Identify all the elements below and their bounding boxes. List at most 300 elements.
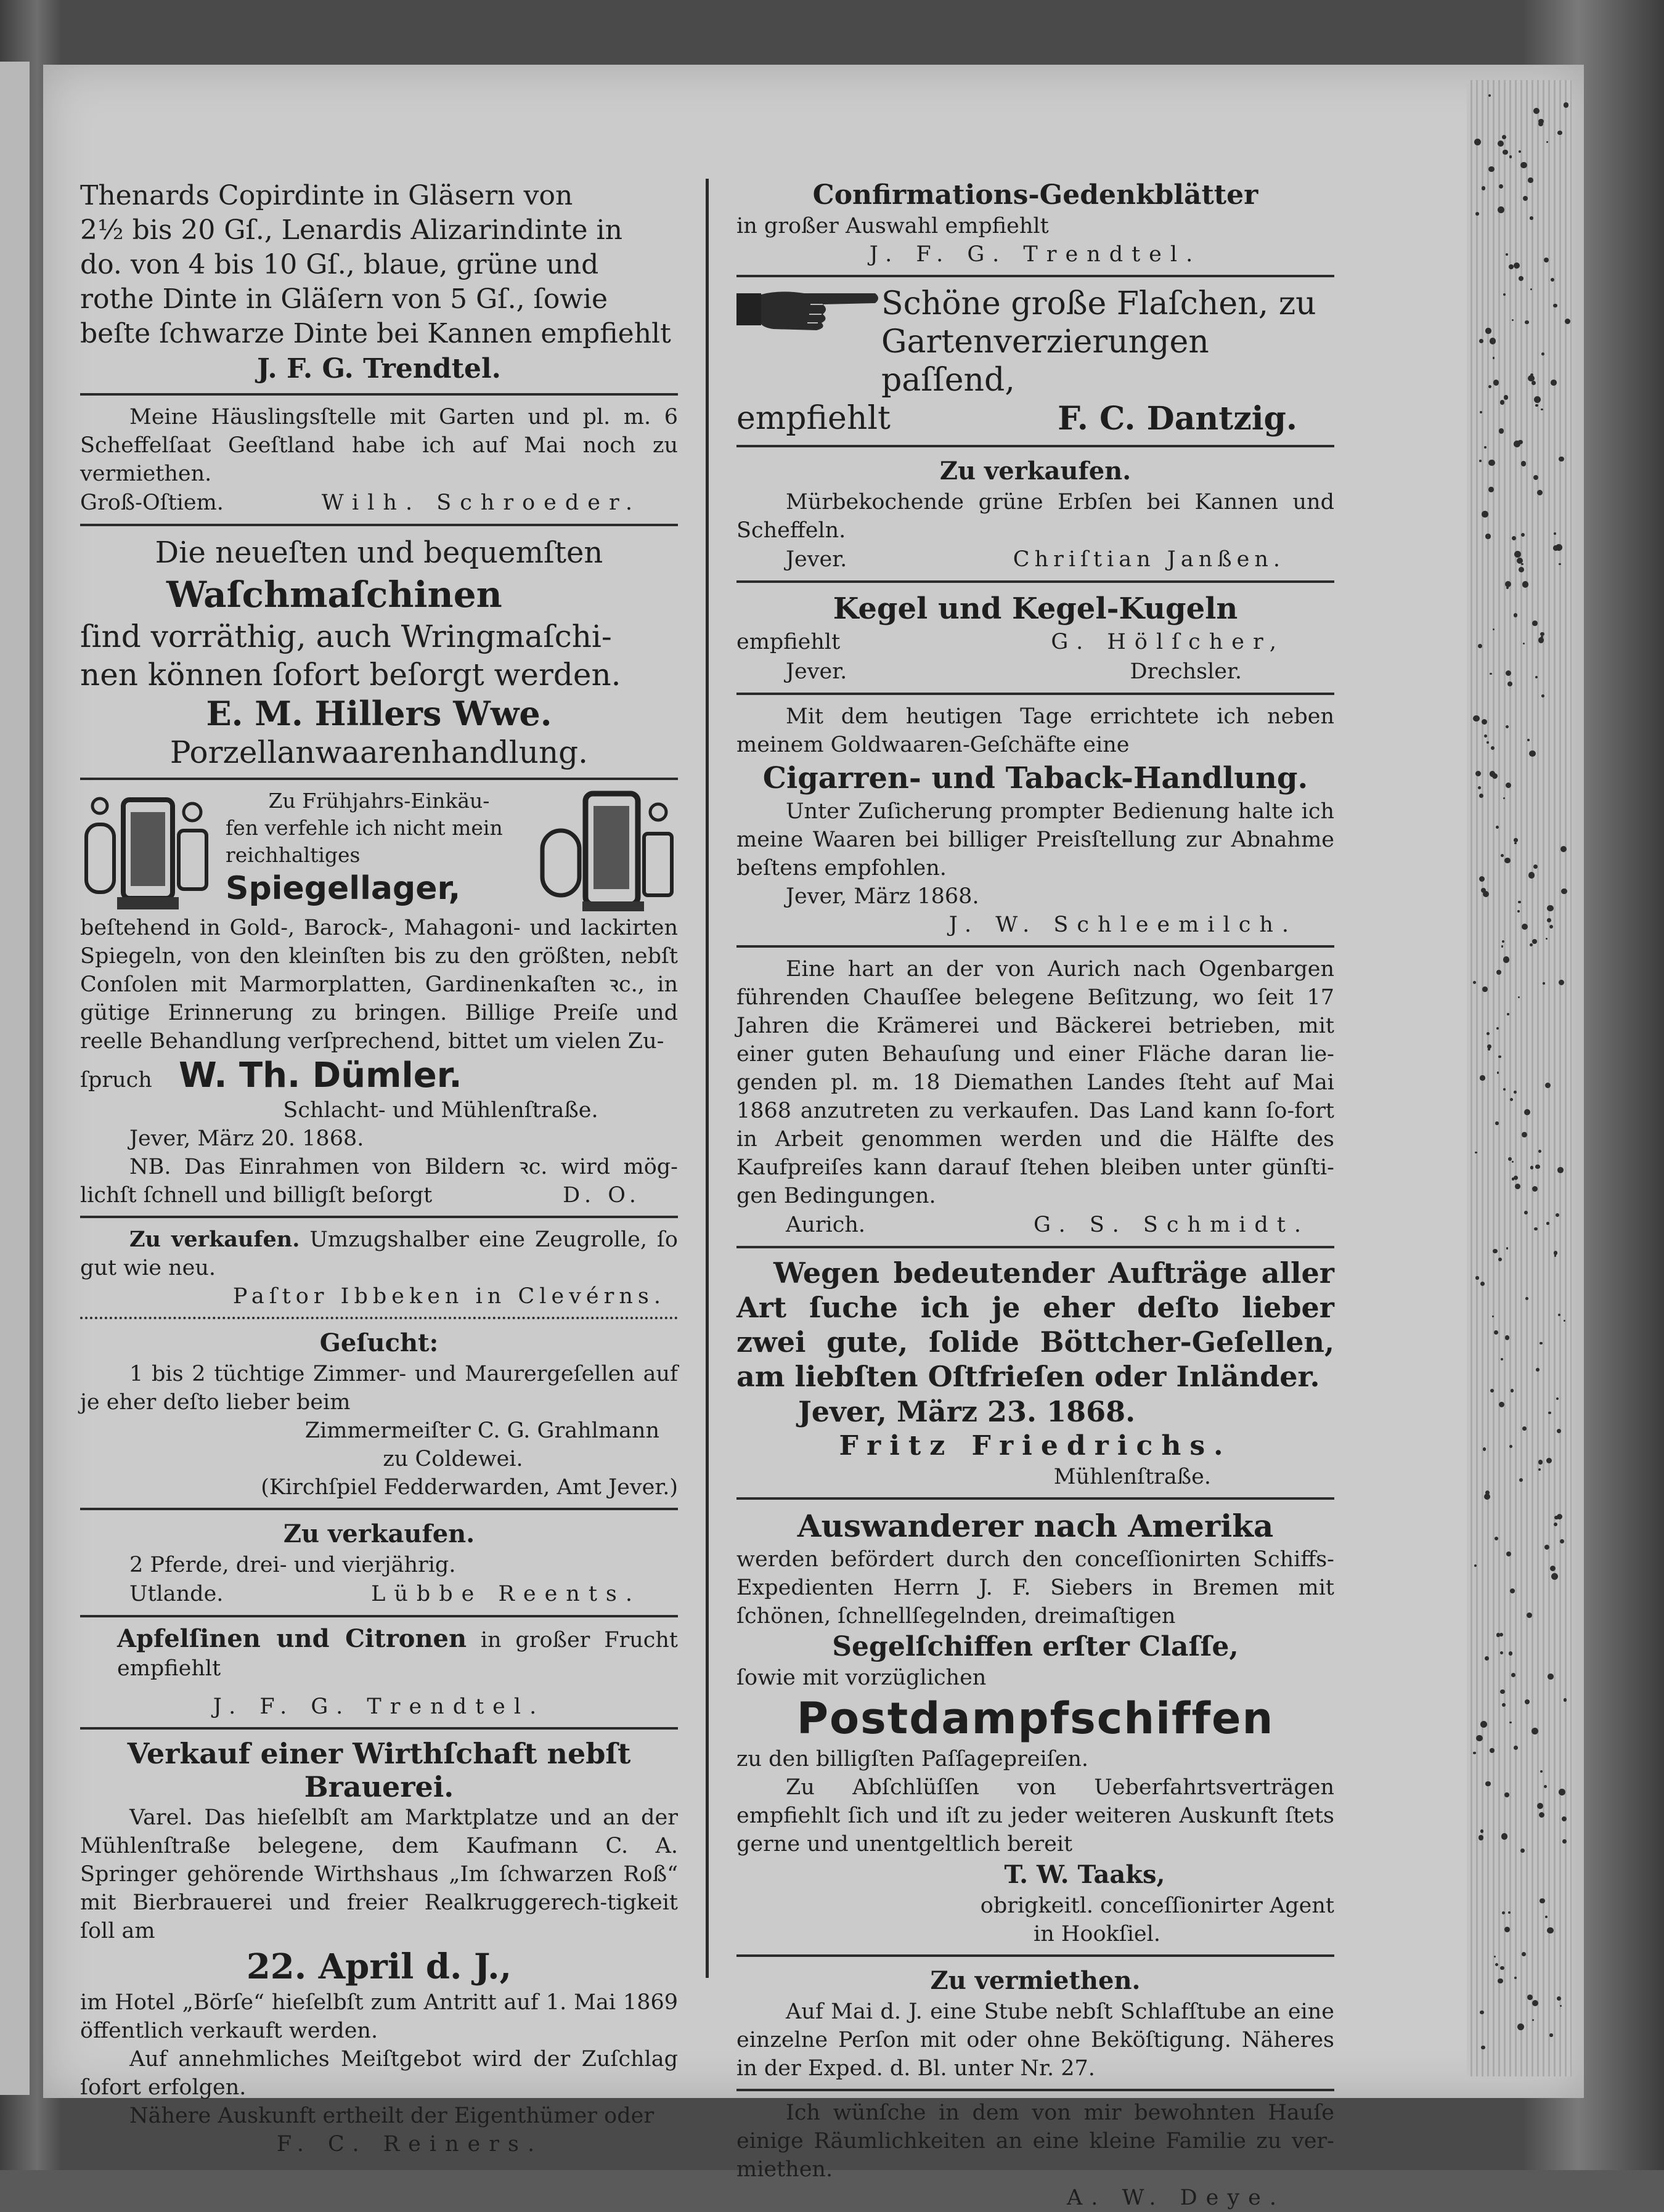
edge-speck	[1547, 918, 1551, 922]
edge-speck	[1557, 1167, 1563, 1173]
ad-wirthschaft-body4: Nähere Auskunft ertheilt der Eigenthümer oder	[129, 2104, 655, 2128]
edge-speck	[1534, 1227, 1538, 1231]
left-column	[80, 179, 678, 2158]
ad-zeugrolle-body: Umzugshalber eine Zeugrolle, ſo gut wie neu.	[80, 1227, 678, 1280]
edge-speck	[1478, 786, 1481, 789]
edge-speck	[1549, 925, 1553, 929]
edge-speck	[1488, 166, 1495, 173]
edge-speck	[1521, 461, 1526, 466]
ad-wasch-sub: Porzellanwaarenhandlung.	[169, 734, 589, 770]
edge-speck	[1509, 155, 1512, 158]
ad-wasch-title: Waſchmaſchinen	[166, 574, 502, 616]
edge-speck	[1541, 636, 1543, 638]
edge-speck	[1557, 1996, 1561, 2001]
ad-spiegel-nb	[80, 1153, 678, 1210]
edge-speck	[1548, 1673, 1554, 1680]
ad-flaschen-signature: F. C. Dantzig.	[1058, 400, 1297, 437]
edge-speck	[1541, 409, 1543, 411]
ad-flaschen-lines	[881, 285, 1334, 399]
ad-flaschen-line2: Gartenverzierungen paſſend,	[881, 323, 1209, 399]
edge-speck	[1518, 901, 1520, 903]
edge-speck	[1497, 1071, 1499, 1073]
ad-confirm-body: in großer Auswahl empfiehlt	[736, 214, 1049, 238]
edge-speck	[1493, 1249, 1498, 1254]
edge-speck	[1479, 460, 1482, 462]
edge-speck	[1521, 533, 1525, 537]
edge-speck	[1543, 982, 1544, 984]
ad-ink-line: Thenards Copirdinte in Gläsern von	[80, 180, 573, 211]
ad-erbsen	[736, 455, 1334, 574]
ad-besitzung	[736, 955, 1334, 1240]
edge-speck	[1554, 1251, 1558, 1255]
edge-speck	[1514, 838, 1518, 842]
ad-pferde-signature	[80, 1579, 678, 1609]
separator-rule	[736, 2089, 1334, 2091]
edge-speck	[1482, 511, 1488, 517]
edge-speck	[1498, 1055, 1501, 1058]
edge-speck	[1500, 400, 1505, 405]
edge-speck	[1480, 411, 1482, 413]
edge-speck	[1479, 339, 1483, 343]
ad-haeusling-place: Groß-Oſtiem.	[80, 490, 224, 515]
ad-spiegel-intro-line: fen verfehle ich nicht mein	[226, 816, 503, 840]
ad-flaschen	[736, 285, 1334, 439]
separator-rule	[80, 1615, 678, 1617]
edge-speck	[1500, 1651, 1503, 1654]
edge-speck	[1485, 1656, 1489, 1661]
ad-haeusling-text: Meine Häuslingsſtelle mit Garten und pl. m. 6 Scheffelſaat Geeſtland habe ich auf Mai noch zu vermiethen.	[80, 405, 678, 486]
ad-pferde-name: Lübbe Reents.	[371, 1582, 641, 1606]
ad-cigarren-body: Unter Zuſicherung prompter Bedienung halte ich meine Waaren bei billiger Preisſtellung zur Abnahme beſtens empfohlen.	[736, 799, 1334, 880]
ad-besitzung-name: G. S. Schmidt.	[1033, 1213, 1310, 1237]
ad-wasch-firm: E. M. Hillers Wwe.	[206, 694, 552, 733]
ad-wirthschaft-body: Varel. Das hieſelbſt am Marktplatze und an der Mühlenſtraße belegene, dem Kaufmann C. A. Springer gehörende Wirthshaus „Im ſchwarzen Roß“ mit Bierbrauerei und freier Realkruggerech-tigkeit ſoll am	[80, 1805, 678, 1943]
edge-speck	[1478, 644, 1482, 648]
edge-speck	[1538, 121, 1543, 126]
edge-speck	[1474, 1564, 1477, 1567]
edge-speck	[1480, 1282, 1485, 1286]
edge-speck	[1485, 328, 1491, 333]
edge-speck	[1509, 264, 1514, 269]
separator-rule	[736, 1497, 1334, 1500]
edge-speck	[1538, 1460, 1543, 1465]
separator-rule	[80, 524, 678, 526]
ad-flaschen-signature-row	[736, 399, 1334, 439]
edge-speck	[1537, 1803, 1543, 1809]
ad-amerika-body3: zu den billigſten Paſſagepreiſen.	[736, 1747, 1088, 1771]
ad-pferde	[80, 1518, 678, 1609]
ad-flaschen-top	[736, 285, 1334, 399]
ad-boettcher-date: Jever, März 23. 1868.	[798, 1395, 1136, 1428]
edge-speck	[1474, 139, 1481, 145]
edge-speck	[1507, 681, 1512, 686]
edge-speck	[1520, 162, 1527, 169]
edge-speck	[1508, 1911, 1511, 1914]
separator-rule	[80, 1727, 678, 1730]
edge-speck	[1506, 253, 1508, 256]
edge-speck	[1475, 212, 1479, 216]
edge-speck	[1504, 1927, 1510, 1932]
ad-kegel-lead: empfiehlt	[736, 630, 841, 654]
separator-rule	[736, 1246, 1334, 1248]
edge-speck	[1494, 1956, 1496, 1958]
ad-erbsen-body: Mürbekochende grüne Erbſen bei Kannen und Scheffeln.	[736, 490, 1334, 543]
edge-speck	[1522, 581, 1528, 587]
ad-apfelsinen	[80, 1625, 678, 1721]
separator-rule	[80, 778, 678, 780]
ad-haeusling-signature	[80, 488, 678, 518]
edge-speck	[1485, 534, 1490, 539]
edge-speck	[1501, 1833, 1508, 1840]
edge-speck	[1485, 1781, 1491, 1787]
edge-speck	[1509, 1722, 1512, 1724]
edge-speck	[1476, 1735, 1482, 1741]
separator-rule	[736, 275, 1334, 277]
ad-besitzung-place: Aurich.	[786, 1213, 866, 1237]
ad-kegel-row1	[736, 627, 1334, 657]
edge-speck	[1473, 715, 1480, 722]
edge-speck	[1557, 131, 1562, 136]
edge-speck	[1532, 939, 1537, 944]
separator-rule	[736, 945, 1334, 948]
edge-speck	[1535, 404, 1538, 407]
edge-speck	[1495, 1121, 1498, 1124]
edge-speck	[1547, 1927, 1554, 1934]
edge-speck	[1514, 1746, 1518, 1750]
edge-speck	[1559, 563, 1561, 566]
ad-amerika-signature: T. W. Taaks,	[1004, 1860, 1165, 1889]
ad-wasch-line1: Die neueſten und bequemſten	[155, 535, 603, 570]
ad-wirthschaft-body3: Auf annehmliches Meiſtgebot wird der Zuſchlag ſofort erfolgen.	[80, 2047, 678, 2100]
ad-confirmation	[736, 179, 1334, 269]
edge-speck	[1556, 544, 1562, 551]
ad-cigarren-intro: Mit dem heutigen Tage errichtete ich neben meinem Goldwaaren-Geſchäfte eine	[736, 704, 1334, 757]
ad-ink-line: do. von 4 bis 10 Gſ., blaue, grüne und	[80, 249, 599, 280]
ad-waschmaschinen	[80, 534, 678, 771]
edge-speck	[1514, 441, 1520, 447]
ad-zeugrolle-head: Zu verkaufen.	[129, 1227, 300, 1252]
ad-vermiethen	[736, 1964, 1334, 2083]
edge-speck	[1532, 2000, 1538, 2006]
ad-wirthschaft	[80, 1737, 678, 2158]
ad-cigarren	[736, 702, 1334, 939]
edge-speck	[1530, 216, 1533, 219]
pointing-hand-icon	[736, 285, 881, 334]
ad-spiegel-body-end: ſpruch	[80, 1068, 152, 1092]
ad-spiegel-date: Jever, März 20. 1868.	[129, 1126, 364, 1151]
edge-speck	[1560, 1539, 1564, 1543]
edge-speck	[1487, 1044, 1491, 1049]
ad-boettcher-name: Fritz Friedrichs.	[839, 1430, 1232, 1462]
ad-zeugrolle-text	[80, 1226, 678, 1282]
edge-speck	[1495, 1963, 1498, 1966]
ad-amerika-head: Auswanderer nach Amerika	[797, 1508, 1274, 1544]
ad-boettcher-body: Wegen bedeutender Aufträge aller Art ſuche ich je eher deſto lieber zwei gute, ſolide Böttcher-Geſellen, am liebſten Oſtfrieſen oder Inländer.	[736, 1256, 1334, 1393]
edge-speck	[1482, 186, 1486, 190]
mirrors-illustration-left	[80, 787, 222, 914]
edge-speck	[1488, 385, 1491, 388]
separator-rule	[80, 393, 678, 396]
ad-wirthschaft-body2: im Hotel „Börſe“ hieſelbſt zum Antritt auf 1. Mai 1869 öffentlich verkauft werden.	[80, 1990, 678, 2043]
edge-speck	[1509, 1445, 1512, 1448]
ad-spiegel-header	[80, 787, 678, 914]
ad-apfelsinen-text	[80, 1625, 678, 1683]
edge-speck	[1514, 551, 1521, 558]
edge-speck	[1499, 184, 1503, 189]
edge-speck	[1499, 1402, 1504, 1407]
edge-speck	[1554, 532, 1556, 535]
edge-speck	[1504, 395, 1508, 399]
edge-speck	[1500, 1966, 1504, 1970]
ad-cigarren-signature: J. W. Schleemilch.	[948, 913, 1297, 937]
ad-vermiethen-body: Auf Mai d. J. eine Stube nebſt Schlafſtube an eine einzelne Perſon mit oder ohne Beköſtigung. Näheres in der Exped. d. Bl. unter Nr. 27.	[736, 1999, 1334, 2081]
ad-gesucht-place: zu Coldewei.	[383, 1447, 523, 1471]
ad-wasch-line3: ſind vorräthig, auch Wringmaſchi-	[80, 619, 612, 654]
edge-speck	[1488, 94, 1491, 97]
ad-gesucht-head: Geſucht:	[319, 1328, 439, 1357]
edge-speck	[1504, 858, 1510, 863]
column-divider	[706, 179, 709, 1978]
edge-speck	[1562, 1839, 1567, 1844]
ad-erbsen-head: Zu verkaufen.	[939, 457, 1132, 486]
edge-speck	[1498, 140, 1504, 147]
edge-speck	[1521, 563, 1523, 566]
edge-speck	[1514, 613, 1518, 617]
ad-amerika-body2: ſowie mit vorzüglichen	[736, 1665, 987, 1690]
edge-speck	[1493, 357, 1495, 359]
edge-speck	[1546, 1222, 1549, 1224]
edge-speck	[1523, 643, 1525, 644]
separator-rule	[80, 1317, 678, 1319]
ad-spiegel-nb-text: NB. Das Einrahmen von Bildern ꝛc. wird mög-lichſt ſchnell und billigſt beſorgt	[80, 1155, 678, 1208]
edge-speck	[1492, 1315, 1494, 1317]
edge-speck	[1488, 460, 1495, 466]
edge-speck	[1506, 1551, 1511, 1556]
edge-speck	[1565, 319, 1570, 324]
edge-speck	[1546, 141, 1548, 143]
separator-rule	[736, 693, 1334, 695]
ad-kegel-row2	[736, 657, 1334, 686]
edge-speck	[1501, 854, 1504, 857]
edge-speck	[1502, 1911, 1505, 1914]
ad-spiegel-intro	[222, 787, 536, 914]
edge-speck	[1537, 490, 1543, 495]
edge-speck	[1548, 1412, 1551, 1414]
edge-speck	[1551, 380, 1557, 386]
edge-speck	[1545, 1916, 1548, 1918]
ad-gesucht	[80, 1327, 678, 1502]
ad-apfelsinen-head: Apfelſinen und Citronen	[117, 1624, 467, 1653]
ad-spiegel-intro-line: Zu Frühjahrs-Einkäu-	[268, 789, 490, 813]
edge-speck	[1547, 905, 1554, 912]
ad-amerika	[736, 1507, 1334, 1948]
edge-speck	[1478, 1835, 1483, 1840]
edge-speck	[1504, 1792, 1509, 1797]
edge-speck	[1559, 457, 1564, 462]
ad-erbsen-place: Jever.	[786, 547, 847, 572]
ad-cigarren-head: Cigarren- und Taback-Handlung.	[762, 761, 1308, 795]
edge-speck	[1483, 891, 1489, 897]
ad-wirthschaft-head: Verkauf einer Wirthſchaft nebſt	[127, 1737, 631, 1770]
edge-speck	[1561, 888, 1567, 895]
ad-ink-signature: J. F. G. Trendtel.	[257, 353, 501, 384]
edge-speck	[1530, 1166, 1533, 1169]
edge-speck	[1514, 842, 1517, 845]
ad-boettcher-street: Mühlenſtraße.	[1053, 1465, 1211, 1489]
ad-gesucht-parish: (Kirchſpiel Fedderwarden, Amt Jever.)	[261, 1475, 678, 1500]
edge-speck	[1480, 1721, 1487, 1728]
ad-spiegel-intro-line: reichhaltiges	[226, 843, 361, 867]
ad-besitzung-body: Eine hart an der von Aurich nach Ogenbargen führenden Chauſſee belegene Beſitzung, wo ſeit 17 Jahren die Krämerei und Bäckerei betrieben, mit einer guten Behauſung und einer Fläche daran lie-genden pl. m. 18 Diemathen Landes ſteht auf Mai 1868 anzutreten zu verkaufen. Das Land kann ſo-fort in Arbeit genommen werden und die Hälfte des Kaufpreiſes kann darauf ſtehen bleiben unter günſti-gen Bedingungen.	[736, 957, 1334, 1208]
ad-spiegel-nb-signature: D. O.	[563, 1183, 641, 1208]
ad-wirthschaft-date: 22. April d. J.,	[246, 1946, 512, 1987]
ad-kegel-name: G. Hölſcher,	[1051, 630, 1285, 654]
edge-speck	[1498, 206, 1504, 213]
ad-confirm-head: Confirmations-Gedenkblätter	[812, 179, 1258, 211]
ad-amerika-body4: Zu Abſchlüſſen von Ueberfahrtsverträgen empfiehlt ſich und iſt zu jeder weiteren Auskunft ſtets gerne und unentgeltlich bereit	[736, 1775, 1334, 1856]
ad-kegel-trade: Drechsler.	[1130, 659, 1242, 684]
ad-ink-line: rothe Dinte in Gläſern von 5 Gſ., ſowie	[80, 283, 608, 315]
ad-wasch-line4: nen können ſofort beſorgt werden.	[80, 657, 621, 693]
ad-ink	[80, 179, 678, 387]
previous-page-edge	[0, 62, 30, 2095]
edge-speck	[1490, 338, 1496, 344]
ad-confirm-signature: J. F. G. Trendtel.	[869, 242, 1202, 267]
separator-rule	[736, 445, 1334, 447]
edge-speck	[1479, 794, 1483, 798]
edge-speck	[1503, 797, 1505, 799]
edge-speck	[1533, 108, 1540, 114]
ad-ink-line: beſte ſchwarze Dinte bei Kannen empfiehlt	[80, 318, 671, 349]
ad-gesucht-body: 1 bis 2 tüchtige Zimmer- und Maurergeſellen auf je eher deſto lieber beim	[80, 1362, 678, 1415]
edge-speck	[1506, 1247, 1508, 1249]
edge-speck	[1514, 262, 1520, 269]
ad-cigarren-date: Jever, März 1868.	[786, 884, 979, 909]
ad-kegel	[736, 590, 1334, 686]
ad-flaschen-line1: Schöne große Flaſchen, zu	[881, 285, 1316, 322]
ad-wirthschaft-signature: F. C. Reiners.	[276, 2132, 544, 2157]
mirrors-illustration-right	[536, 787, 678, 914]
edge-speck	[1534, 396, 1541, 403]
ad-kegel-head: Kegel und Kegel-Kugeln	[833, 592, 1238, 626]
edge-speck	[1512, 1161, 1514, 1163]
ad-pferde-head: Zu verkaufen.	[283, 1519, 475, 1548]
edge-speck	[1517, 2023, 1524, 2030]
ad-deye-body: Ich wünſche in dem von mir bewohnten Hauſe einige Räumlichkeiten an eine kleine Familie zu ver-miethen.	[736, 2100, 1334, 2182]
edge-speck	[1549, 2033, 1553, 2037]
right-column	[736, 179, 1334, 2212]
ad-kegel-place: Jever.	[786, 659, 847, 684]
ad-pferde-body: 2 Pferde, drei- und vierjährig.	[129, 1553, 456, 1577]
edge-speck	[1535, 1165, 1540, 1169]
ad-amerika-sig3: in Hookſiel.	[1034, 1922, 1160, 1946]
separator-rule	[736, 1954, 1334, 1957]
edge-speck	[1515, 1184, 1520, 1189]
edge-speck	[1475, 771, 1481, 776]
edge-speck	[1495, 1537, 1498, 1540]
edge-speck	[1527, 1994, 1533, 2000]
ad-deye	[736, 2099, 1334, 2212]
ad-boettcher	[736, 1256, 1334, 1491]
ad-spiegel-street: Schlacht- und Mühlenſtraße.	[283, 1098, 598, 1123]
edge-speck	[1490, 1389, 1494, 1393]
separator-rule	[736, 580, 1334, 583]
ad-amerika-big: Postdampfschiffen	[796, 1693, 1275, 1744]
ad-spiegellager	[80, 787, 678, 1210]
ad-apfelsinen-body: in großer Frucht empfiehlt	[117, 1628, 678, 1681]
ad-amerika-body: werden befördert durch den conceſſionirten Schiffs-Expedienten Herrn J. F. Siebers in Bremen mit ſchönen, ſchnellſegelnden, dreimaſtigen	[736, 1547, 1334, 1629]
edge-speck	[1532, 1186, 1538, 1192]
edge-speck	[1519, 276, 1523, 281]
ad-pferde-place: Utlande.	[129, 1582, 224, 1606]
ad-deye-signature: A. W. Deye.	[1066, 2186, 1285, 2210]
ad-spiegel-title: Spiegellager,	[226, 870, 461, 907]
edge-speck	[1507, 1013, 1509, 1015]
edge-speck	[1553, 304, 1557, 308]
edge-speck	[1501, 1358, 1503, 1360]
edge-speck	[1499, 428, 1504, 433]
ad-zeugrolle	[80, 1226, 678, 1311]
edge-speck	[1506, 670, 1511, 676]
edge-speck	[1524, 1109, 1530, 1115]
edge-speck	[1538, 637, 1544, 643]
edge-speck	[1532, 620, 1538, 626]
edge-speck	[1517, 910, 1520, 913]
edge-speck	[1490, 1748, 1495, 1753]
ad-amerika-sig2: obrigkeitl. conceſſionirter Agent	[980, 1893, 1334, 1918]
edge-speck	[1528, 177, 1533, 182]
ad-spiegel-firm-row	[80, 1055, 678, 1096]
ad-flaschen-lead: empfiehlt	[736, 400, 891, 437]
ad-spiegel-firm: W. Th. Dümler.	[179, 1055, 462, 1096]
edge-speck	[1509, 1651, 1512, 1655]
edge-speck	[1503, 150, 1508, 155]
ad-vermiethen-head: Zu vermiethen.	[930, 1966, 1141, 1995]
edge-speck	[1488, 487, 1493, 492]
ad-haeusling-name: Wilh. Schroeder.	[321, 490, 641, 515]
edge-speck	[1480, 1075, 1485, 1080]
ad-amerika-sub: Segelſchiffen erſter Claſſe,	[832, 1631, 1239, 1662]
ad-apfelsinen-signature: J. F. G. Trendtel.	[213, 1694, 545, 1719]
ad-wirthschaft-head2: Brauerei.	[304, 1770, 454, 1803]
edge-speck	[1475, 1276, 1478, 1279]
edge-speck	[1484, 446, 1487, 449]
edge-speck	[1522, 1132, 1527, 1137]
edge-speck	[1519, 150, 1521, 153]
edge-speck	[1559, 980, 1564, 985]
separator-rule	[80, 1216, 678, 1218]
ad-haeusling	[80, 403, 678, 518]
edge-speck	[1540, 632, 1544, 636]
edge-speck	[1514, 1977, 1517, 1979]
ad-spiegel-body: beſtehend in Gold-, Barock-, Mahagoni- und lackirten Spiegeln, von den kleinſten bis zu den größten, nebſt Conſolen mit Marmorplatten, Gardinenkaſten ꝛc., in gütige Erinnerung zu bringen. Billige Preiſe und reelle Behandlung verſprechend, bittet um vielen Zu-	[80, 916, 678, 1054]
ad-erbsen-signature	[736, 545, 1334, 574]
edge-speck	[1524, 1211, 1528, 1214]
ad-gesucht-signature: Zimmermeiſter C. G. Grahlmann	[304, 1418, 659, 1443]
edge-speck	[1512, 536, 1516, 540]
edge-speck	[1480, 2011, 1484, 2015]
edge-speck	[1484, 1494, 1490, 1500]
separator-rule	[80, 1508, 678, 1510]
ad-zeugrolle-signature: Paſtor Ibbeken in Clevérns.	[232, 1284, 666, 1309]
ad-ink-line: 2½ bis 20 Gſ., Lenardis Alizarindinte in	[80, 214, 622, 246]
ad-erbsen-name: Chriſtian Janßen.	[1013, 547, 1285, 572]
edge-speck	[1528, 872, 1535, 878]
edge-speck	[1559, 1789, 1565, 1795]
edge-speck	[1525, 1297, 1528, 1300]
ad-besitzung-signature	[736, 1210, 1334, 1240]
edge-speck	[1538, 1150, 1541, 1153]
